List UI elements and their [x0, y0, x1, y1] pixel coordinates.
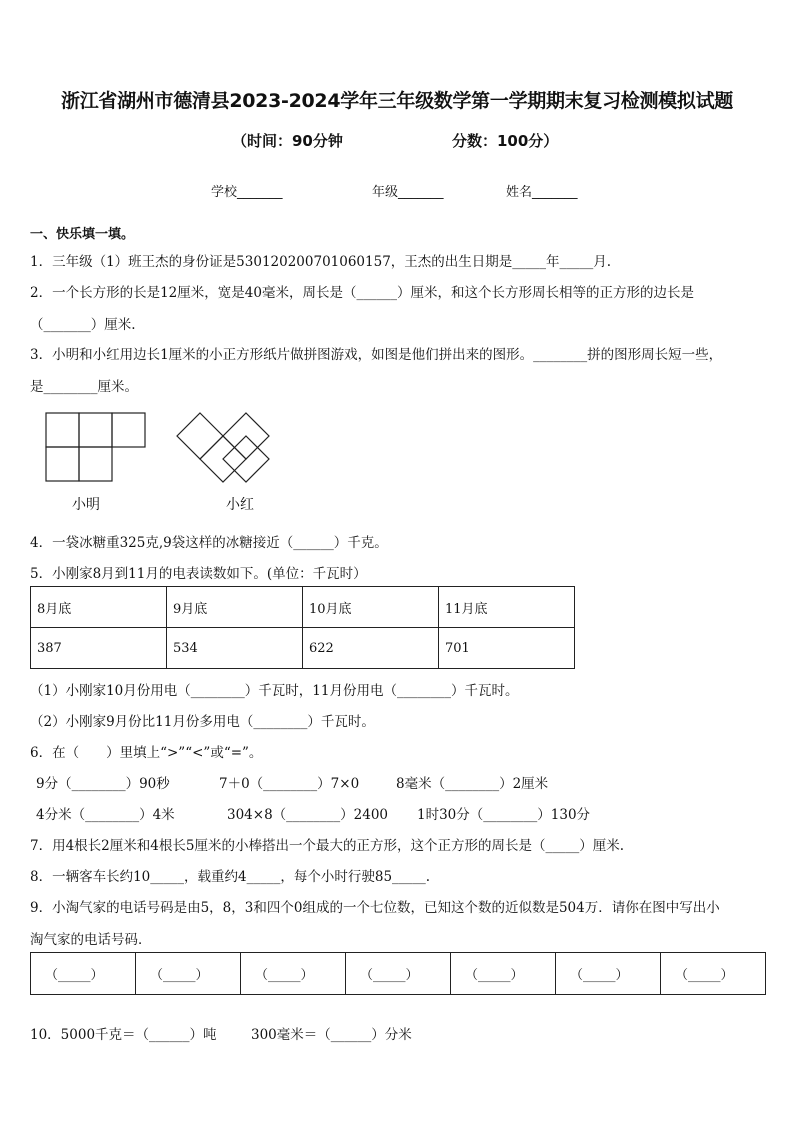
compare-item: 7＋0（________）7×0	[219, 776, 360, 792]
question-1: 1．三年级（1）班王杰的身份证是530120200701060157，王杰的出生日期是_____年_____月.	[30, 254, 612, 270]
digit-cell: （_____）	[346, 953, 451, 995]
digit-cell: （_____）	[241, 953, 346, 995]
table-value-cell: 534	[167, 628, 303, 669]
compare-item: 304×8（________）2400	[227, 807, 389, 823]
table-header-cell: 9月底	[167, 587, 303, 628]
compare-item: 4分米（________）4米	[36, 807, 175, 823]
digit-cell: （_____）	[556, 953, 661, 995]
exam-score: 分数：100分）	[452, 132, 559, 150]
question-3-line2: 是________厘米。	[30, 379, 138, 395]
page-title: 浙江省湖州市德清县2023-2024学年三年级数学第一学期期末复习检测模拟试题	[61, 90, 733, 112]
table-header-cell: 8月底	[31, 587, 167, 628]
question-2-line1: 2．一个长方形的长是12厘米，宽是40毫米，周长是（______）厘米，和这个长方形周长相等的正方形的边长是	[30, 285, 694, 301]
name-field: 姓名_______	[506, 185, 578, 200]
digit-cell: （_____）	[451, 953, 556, 995]
question-5: 5．小刚家8月到11月的电表读数如下。(单位：千瓦时）	[30, 566, 367, 582]
school-field: 学校_______	[211, 185, 283, 200]
caption-xiaohong: 小红	[226, 497, 254, 513]
question-10-part2: 300毫米＝（______）分米	[251, 1027, 412, 1043]
digit-cell: （_____）	[136, 953, 241, 995]
question-9-line1: 9．小淘气家的电话号码是由5，8，3和四个0组成的一个七位数，已知这个数的近似数是504万．请你在图中写出小	[30, 900, 720, 916]
grade-field: 年级_______	[372, 185, 444, 200]
table-header-cell: 10月底	[303, 587, 439, 628]
question-2-line2: （_______）厘米.	[30, 317, 136, 333]
question-6: 6．在（ ）里填上“>”“<”或“=”。	[30, 745, 263, 761]
question-5-part1: （1）小刚家10月份用电（________）千瓦时，11月份用电（________）千瓦时。	[30, 683, 519, 699]
meter-reading-table	[30, 586, 575, 669]
digit-cell: （_____）	[661, 953, 766, 995]
digit-cell: （_____）	[31, 953, 136, 995]
table-header-cell: 11月底	[439, 587, 575, 628]
caption-xiaoming: 小明	[72, 497, 100, 513]
question-8: 8．一辆客车长约10_____，载重约4_____，每个小时行驶85_____.	[30, 869, 431, 885]
question-3-line1: 3．小明和小红用边长1厘米的小正方形纸片做拼图游戏，如图是他们拼出来的图形。________拼的图形周长短一些，	[30, 347, 723, 363]
question-7: 7．用4根长2厘米和4根长5厘米的小棒搭出一个最大的正方形，这个正方形的周长是（_____）厘米.	[30, 838, 624, 854]
xiaoming-shape	[46, 413, 145, 481]
phone-number-table	[30, 952, 766, 995]
exam-time: （时间：90分钟	[232, 132, 343, 150]
section-heading: 一、快乐填一填。	[30, 227, 135, 242]
question-4: 4．一袋冰糖重325克,9袋这样的冰糖接近（______）千克。	[30, 535, 388, 551]
compare-item: 1时30分（________）130分	[417, 807, 591, 823]
puzzle-figures	[40, 405, 290, 490]
table-value-cell: 387	[31, 628, 167, 669]
question-9-line2: 淘气家的电话号码．	[30, 932, 152, 948]
table-value-cell: 622	[303, 628, 439, 669]
table-value-cell: 701	[439, 628, 575, 669]
xiaohong-shape	[177, 413, 269, 482]
question-10-part1: 10．5000千克＝（______）吨	[30, 1027, 217, 1043]
compare-item: 8毫米（________）2厘米	[396, 776, 549, 792]
compare-item: 9分（________）90秒	[36, 776, 170, 792]
question-5-part2: （2）小刚家9月份比11月份多用电（________）千瓦时。	[30, 714, 375, 730]
